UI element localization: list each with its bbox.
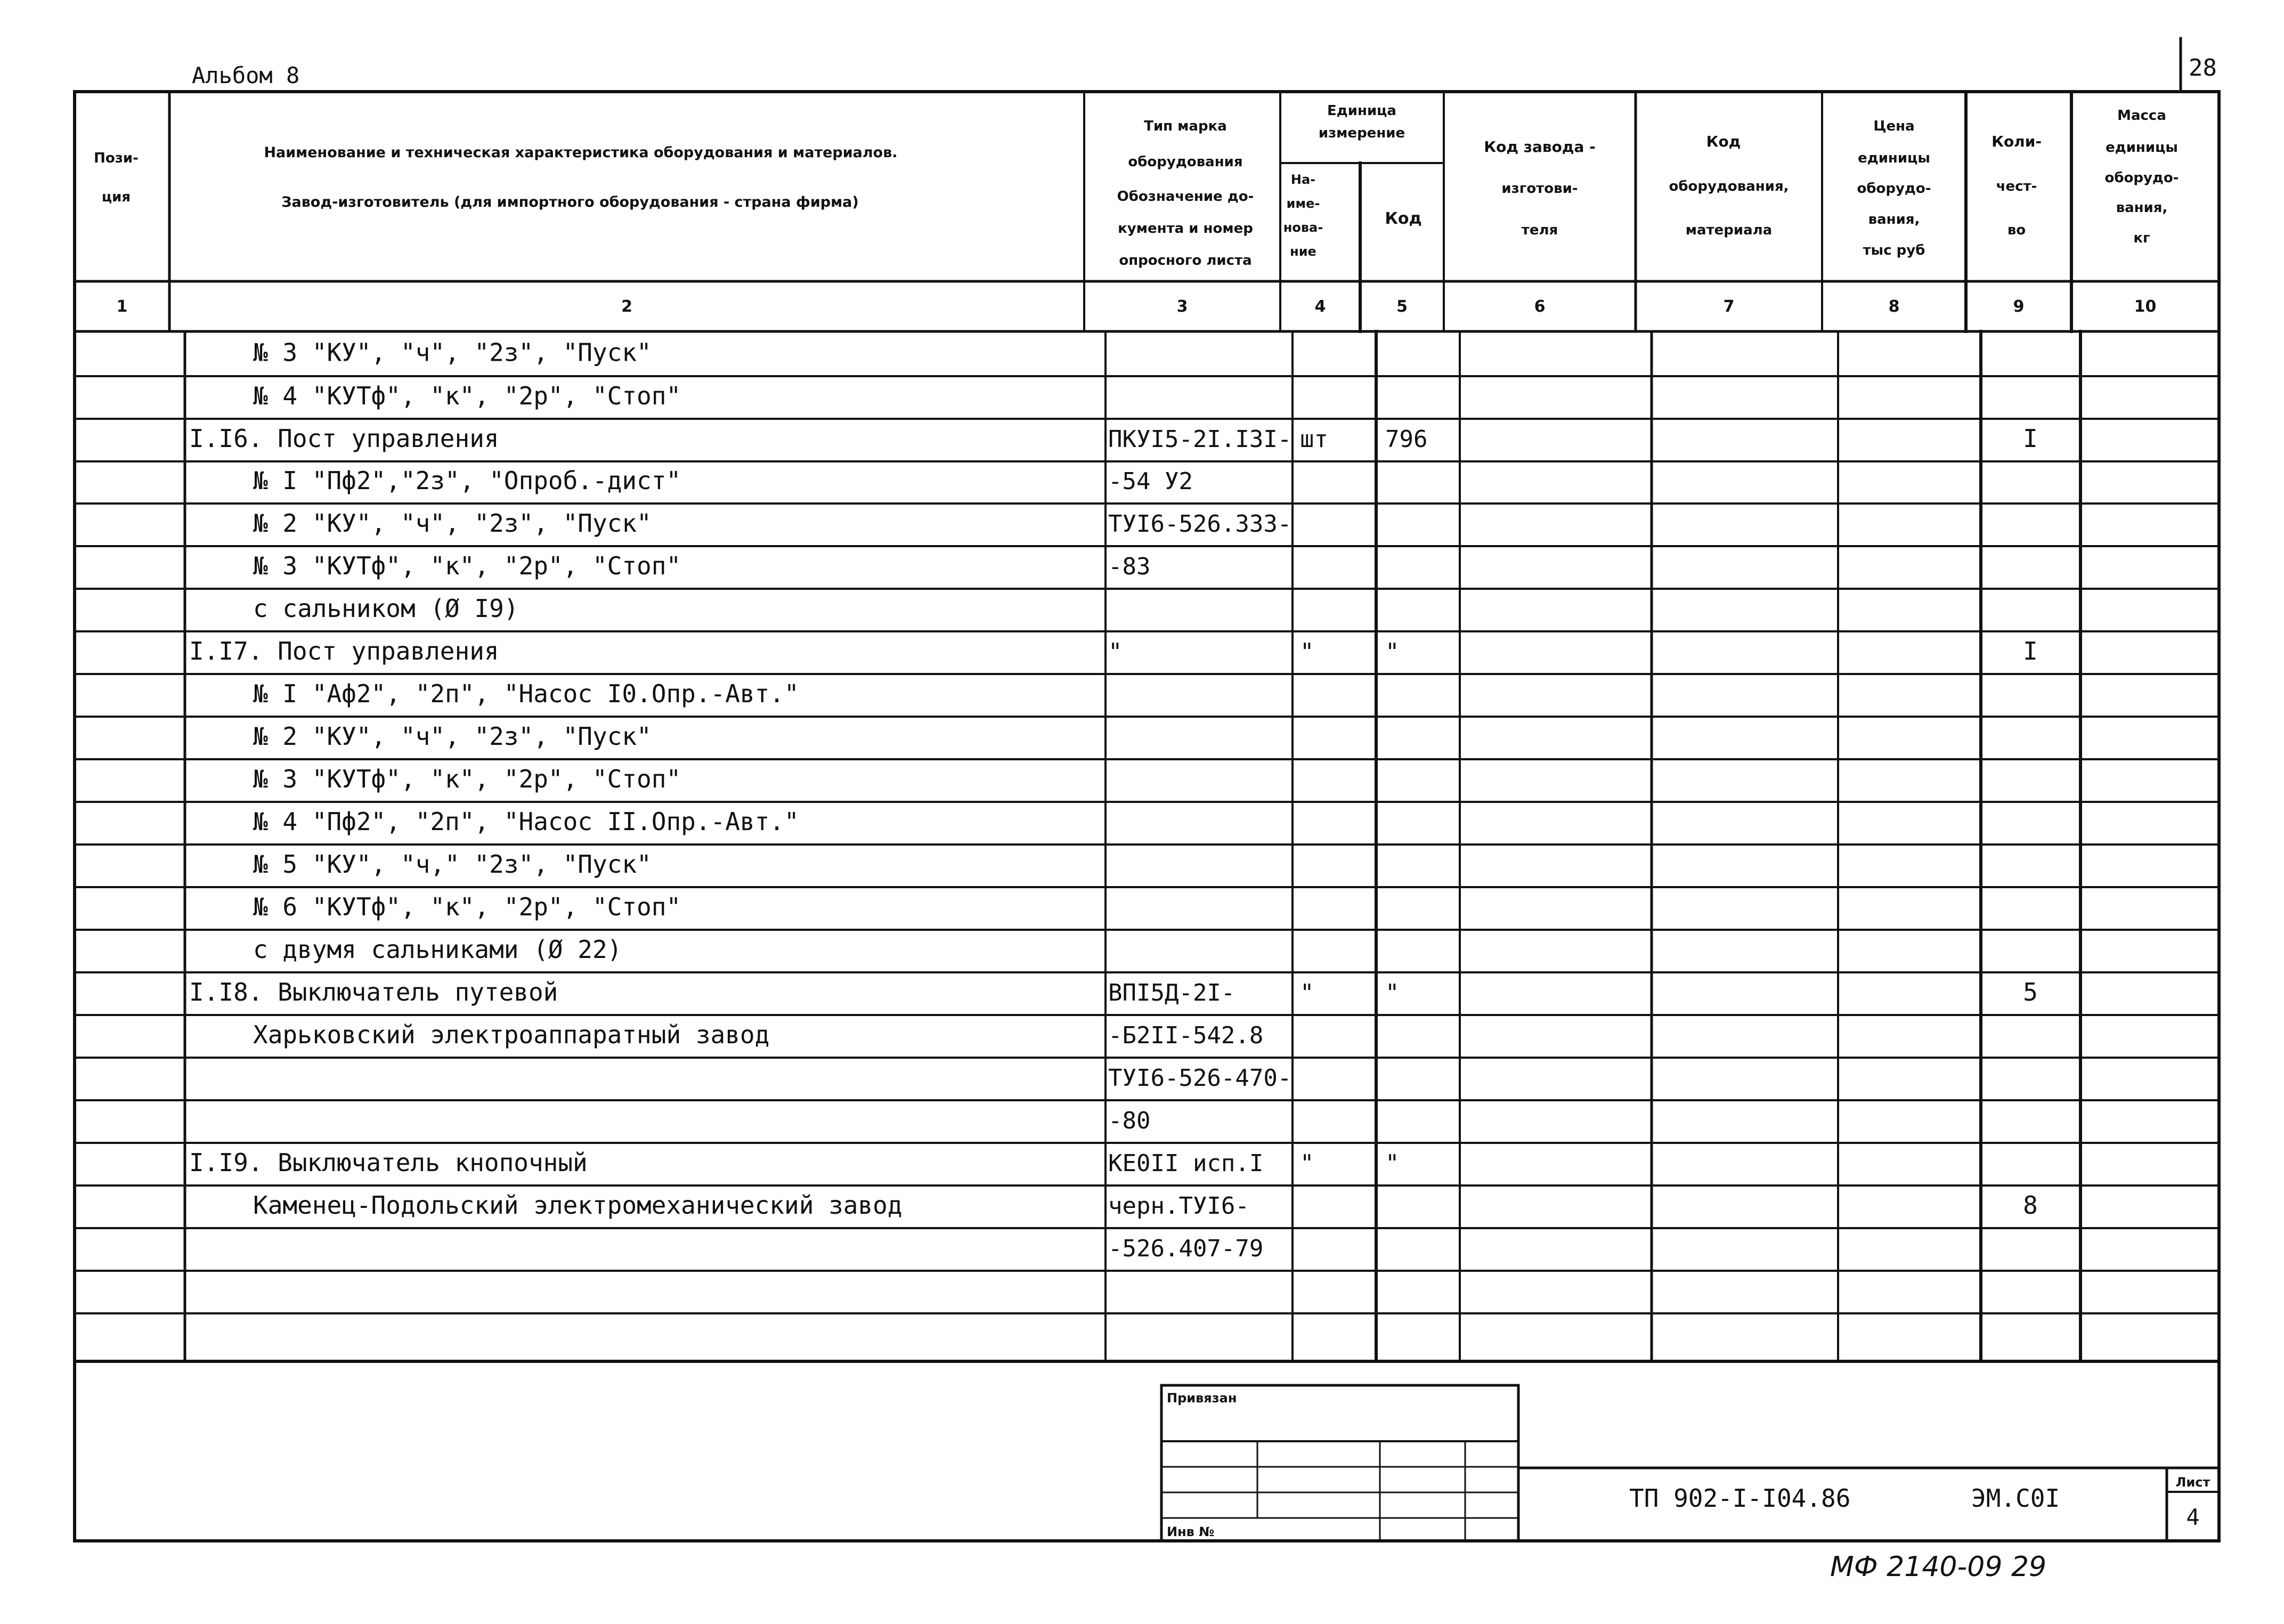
- stamp-sheet-label: Лист: [2175, 1475, 2210, 1490]
- table-row: [189, 424, 2038, 453]
- table-row: [1108, 1235, 1263, 1262]
- row-unit-code: ": [1385, 638, 1400, 665]
- table-row: [1108, 1065, 1291, 1092]
- header-col4-line2: име-: [1286, 196, 1320, 211]
- row-unit: ": [1300, 638, 1314, 665]
- page-corner-number: 28: [2189, 54, 2217, 82]
- table-row: [253, 594, 519, 623]
- header-col3-line4: кумента и номер: [1118, 221, 1253, 237]
- header-col6-line1: Код завода -: [1484, 138, 1596, 156]
- header-col6-line3: теля: [1521, 222, 1558, 238]
- header-unit-group-line2: измерение: [1318, 125, 1405, 141]
- stamp-inv-number: Инв №: [1167, 1524, 1215, 1539]
- table-row: [253, 892, 681, 921]
- column-number: 4: [1314, 297, 1326, 316]
- header-col4-line4: ние: [1290, 244, 1316, 259]
- row-type: -80: [1108, 1107, 1151, 1134]
- column-number: 9: [2013, 297, 2025, 316]
- row-name: I.I6. Пост управления: [189, 424, 499, 453]
- row-quantity: 5: [2023, 977, 2038, 1006]
- column-number: 5: [1396, 297, 1408, 316]
- header-col8-line1: Цена: [1873, 118, 1915, 134]
- column-numbers: [117, 297, 2157, 316]
- header-col7-line2: оборудования,: [1669, 178, 1789, 194]
- table-row: [253, 722, 652, 751]
- header-col8-line5: тыс руб: [1863, 242, 1925, 258]
- header-col6-line2: изготови-: [1501, 181, 1578, 197]
- column-number: 2: [621, 297, 632, 316]
- row-type: -83: [1108, 553, 1151, 580]
- row-type: КЕ0II исп.I: [1108, 1149, 1264, 1177]
- header-col10-line5: кг: [2133, 230, 2150, 246]
- header-col9-line3: во: [2007, 222, 2026, 238]
- header-col4-line3: нова-: [1283, 220, 1323, 235]
- table-row: [253, 850, 652, 879]
- row-type: черн.ТУI6-: [1108, 1192, 1249, 1220]
- header-col5: Код: [1385, 209, 1422, 228]
- row-quantity: 8: [2023, 1190, 2038, 1220]
- header-unit-group-line1: Единица: [1327, 103, 1396, 119]
- header-col9-line2: чест-: [1996, 178, 2037, 194]
- table-rows: [189, 338, 2038, 1262]
- album-label: Альбом 8: [192, 62, 300, 88]
- row-unit-code: 796: [1385, 425, 1428, 453]
- row-type: ТУI6-526.333-: [1108, 510, 1292, 538]
- table-row: [189, 637, 2038, 665]
- row-unit: ": [1300, 1149, 1314, 1177]
- row-name: № I "Аф2", "2п", "Насос I0.Опр.-Авт.": [253, 679, 799, 708]
- header-col3-line2: оборудования: [1128, 154, 1243, 170]
- header-col1-line1: Пози-: [94, 150, 139, 166]
- table-row: [253, 765, 681, 793]
- header-col7-line3: материала: [1685, 222, 1773, 238]
- row-name: № 5 "КУ", "ч," "2з", "Пуск": [253, 849, 652, 879]
- header-col2-line1: Наименование и техническая характеристика оборудования и материалов.: [264, 144, 898, 161]
- row-unit: ": [1300, 979, 1314, 1006]
- table-row: [253, 338, 652, 367]
- header-col3-line5: опросного листа: [1119, 253, 1252, 269]
- row-type: ПКУI5-2I.I3I-: [1108, 425, 1292, 453]
- column-number: 3: [1176, 297, 1188, 316]
- column-number: 7: [1723, 297, 1735, 316]
- header-col2-line2: Завод-изготовитель (для импортного оборудования - страна фирма): [281, 194, 859, 210]
- table-header: [94, 103, 2179, 269]
- row-type: -54 У2: [1108, 468, 1193, 496]
- table-row: [253, 1191, 2038, 1220]
- row-type: -Б2II-542.8: [1108, 1021, 1264, 1049]
- row-name: I.I7. Пост управления: [189, 636, 499, 665]
- header-col3-line3: Обозначение до-: [1117, 189, 1254, 205]
- header-col10-line3: оборудо-: [2104, 170, 2179, 186]
- row-name: с двумя сальниками (Ø 22): [253, 935, 622, 964]
- handwritten-code: МФ 2140-09 29: [1830, 1551, 2047, 1583]
- table-row: [253, 466, 1193, 495]
- row-type: -526.407-79: [1108, 1235, 1264, 1262]
- column-number: 6: [1534, 297, 1546, 316]
- header-col7-line1: Код: [1706, 133, 1741, 150]
- row-name: № 6 "КУТф", "к", "2р", "Стоп": [253, 892, 681, 921]
- table-row: [253, 509, 1291, 538]
- row-name: Каменец-Подольский электромеханический завод: [253, 1190, 903, 1220]
- table-row: [189, 978, 2038, 1006]
- header-col10-line1: Масса: [2117, 108, 2166, 124]
- row-name: № 3 "КУТф", "к", "2р", "Стоп": [253, 551, 681, 580]
- table-row: [253, 679, 799, 708]
- header-col4-line1: На-: [1290, 172, 1316, 187]
- row-type: ": [1108, 638, 1123, 665]
- header-col8-line3: оборудо-: [1857, 181, 1931, 197]
- table-row: [253, 1020, 1263, 1049]
- table-row: [253, 551, 1150, 580]
- stamp-sheet-number: 4: [2186, 1504, 2200, 1530]
- row-name: I.I9. Выключатель кнопочный: [189, 1148, 588, 1177]
- table-row: [253, 807, 799, 836]
- header-col9-line1: Коли-: [1992, 133, 2042, 150]
- row-quantity: I: [2023, 636, 2038, 665]
- column-number: 8: [1888, 297, 1900, 316]
- row-unit: шт: [1300, 425, 1328, 453]
- row-name: № 3 "КУ", "ч", "2з", "Пуск": [253, 338, 652, 367]
- header-col10-line2: единицы: [2106, 140, 2178, 156]
- row-name: № 2 "КУ", "ч", "2з", "Пуск": [253, 508, 652, 538]
- row-type: ТУI6-526-470-: [1108, 1064, 1292, 1092]
- row-name: № 3 "КУТф", "к", "2р", "Стоп": [253, 764, 681, 793]
- header-col3-line1: Тип марка: [1144, 118, 1227, 134]
- row-name: № 4 "КУТф", "к", "2р", "Стоп": [253, 381, 681, 410]
- table-row: [189, 1148, 1400, 1177]
- header-col8-line2: единицы: [1858, 150, 1930, 166]
- table-row: [1108, 1107, 1150, 1134]
- row-unit-code: ": [1385, 979, 1400, 1006]
- table-row: [253, 935, 622, 964]
- stamp-section: ЭМ.С0I: [1971, 1484, 2060, 1513]
- header-col1-line2: ция: [101, 189, 131, 205]
- row-quantity: I: [2023, 424, 2038, 453]
- header-col8-line4: вания,: [1868, 212, 1920, 228]
- row-name: № 4 "Пф2", "2п", "Насос II.Опр.-Авт.": [253, 807, 799, 836]
- row-name: с сальником (Ø I9): [253, 594, 519, 623]
- stamp-doc-code: ТП 902-I-I04.86: [1629, 1484, 1851, 1513]
- column-number: 10: [2134, 297, 2157, 316]
- column-number: 1: [116, 297, 128, 316]
- header-col10-line4: вания,: [2116, 200, 2168, 216]
- row-name: № I "Пф2","2з", "Опроб.-дист": [253, 466, 681, 496]
- row-type: ВПI5Д-2I-: [1108, 979, 1236, 1006]
- row-name: Харьковский электроаппаратный завод: [253, 1020, 770, 1049]
- row-name: I.I8. Выключатель путевой: [189, 977, 558, 1006]
- row-name: № 2 "КУ", "ч", "2з", "Пуск": [253, 721, 652, 751]
- stamp-privyazan: Привязан: [1167, 1391, 1237, 1406]
- row-unit-code: ": [1385, 1149, 1400, 1177]
- table-row: [253, 381, 681, 410]
